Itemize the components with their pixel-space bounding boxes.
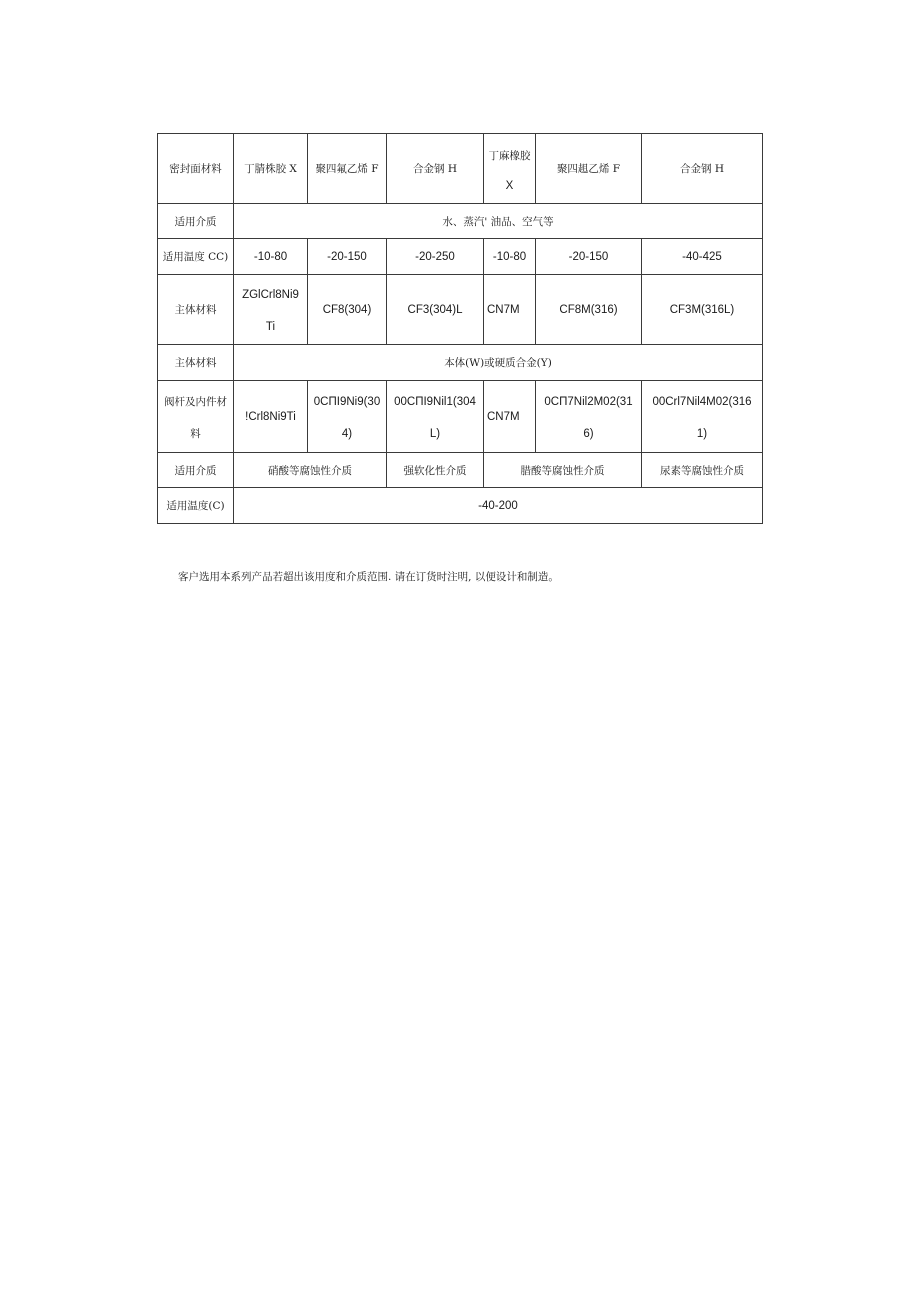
header-seal-material: 密封面材料 (158, 134, 234, 204)
temp-cell: -40-425 (642, 239, 763, 275)
cell-line: 0CПΙ9Ni9(30 (313, 395, 381, 408)
cell-line: 阀杆及内件材 (164, 395, 227, 408)
temp-cell: -20-150 (536, 239, 642, 275)
cell-line: 4) (341, 427, 353, 440)
stem-cell (387, 381, 484, 453)
cell-line: 00Crl7Nil4M02(316 (652, 395, 752, 408)
row-label-body-material-2: 主体材料 (158, 345, 234, 381)
cell-line: Ti (265, 320, 276, 333)
cell-line: X (505, 179, 514, 192)
cell-line: 0CΠ7Nil2M02(31 (544, 395, 633, 408)
cell-line: 料 (190, 427, 201, 440)
table-row (158, 345, 763, 381)
table-row (158, 239, 763, 275)
material-cell: CF8M(316) (536, 275, 642, 345)
temp-cell: -20-250 (387, 239, 484, 275)
header-alloy-steel-2: 合金钢 H (642, 134, 763, 204)
body-material-value: 本体(W)或硬质合金(Y) (234, 345, 763, 381)
header-ptfe-2: 聚四趄乙烯 F (536, 134, 642, 204)
header-nbr: 丁腈株胶 X (234, 134, 308, 204)
stem-cell: !Crl8Ni9Ti (234, 381, 308, 453)
material-cell: CF3M(316L) (642, 275, 763, 345)
temperature-value: -40-200 (234, 488, 763, 524)
row-label-medium-2: 适用介质 (158, 453, 234, 488)
stem-cell (642, 381, 763, 453)
cell-line: L) (429, 427, 441, 440)
cell-line: ZGlCrl8Ni9 (242, 288, 299, 301)
cell-line: 丁麻橡胶 (488, 149, 531, 162)
temp-cell: -10-80 (234, 239, 308, 275)
header-ptfe: 聚四氟乙烯 F (308, 134, 387, 204)
cell-line: 00CПΙ9Nil1(304 (394, 395, 476, 408)
spec-table (157, 133, 763, 524)
header-alloy-steel: 合金钢 H (387, 134, 484, 204)
table-row (158, 275, 763, 345)
temp-cell: -20-150 (308, 239, 387, 275)
cell-line: 6) (583, 427, 594, 440)
row-label-body-material: 主体材料 (158, 275, 234, 345)
stem-cell (536, 381, 642, 453)
row-label-temperature: 适用温度 CC) (158, 239, 234, 275)
material-cell: CF8(304) (308, 275, 387, 345)
footnote: 客户选用本系列产品若超出该用度和介质范围. 请在订货时注明, 以便设计和制造。 (178, 571, 559, 583)
temp-cell: -10-80 (484, 239, 536, 275)
row-label-temperature-2: 适用温度(C) (158, 488, 234, 524)
medium-value: 水、蒸汽' 油品、空气等 (234, 204, 763, 239)
table-row (158, 488, 763, 524)
material-cell: CN7M (484, 275, 536, 345)
medium-cell: 硝酸等腐蚀性介质 (234, 453, 387, 488)
table-row (158, 204, 763, 239)
table-row (158, 381, 763, 453)
material-cell: CF3(304)L (387, 275, 484, 345)
table-row (158, 134, 763, 204)
medium-cell: 尿素等腐蚀性介质 (642, 453, 763, 488)
row-label-stem-material (158, 381, 234, 453)
material-cell (234, 275, 308, 345)
medium-cell: 腊酸等腐蚀性介质 (484, 453, 642, 488)
stem-cell (308, 381, 387, 453)
cell-line: 1) (696, 427, 708, 440)
header-rubber-2 (484, 134, 536, 204)
row-label-medium: 适用介质 (158, 204, 234, 239)
stem-cell: CN7M (484, 381, 536, 453)
table-row (158, 453, 763, 488)
medium-cell: 强软化性介质 (387, 453, 484, 488)
